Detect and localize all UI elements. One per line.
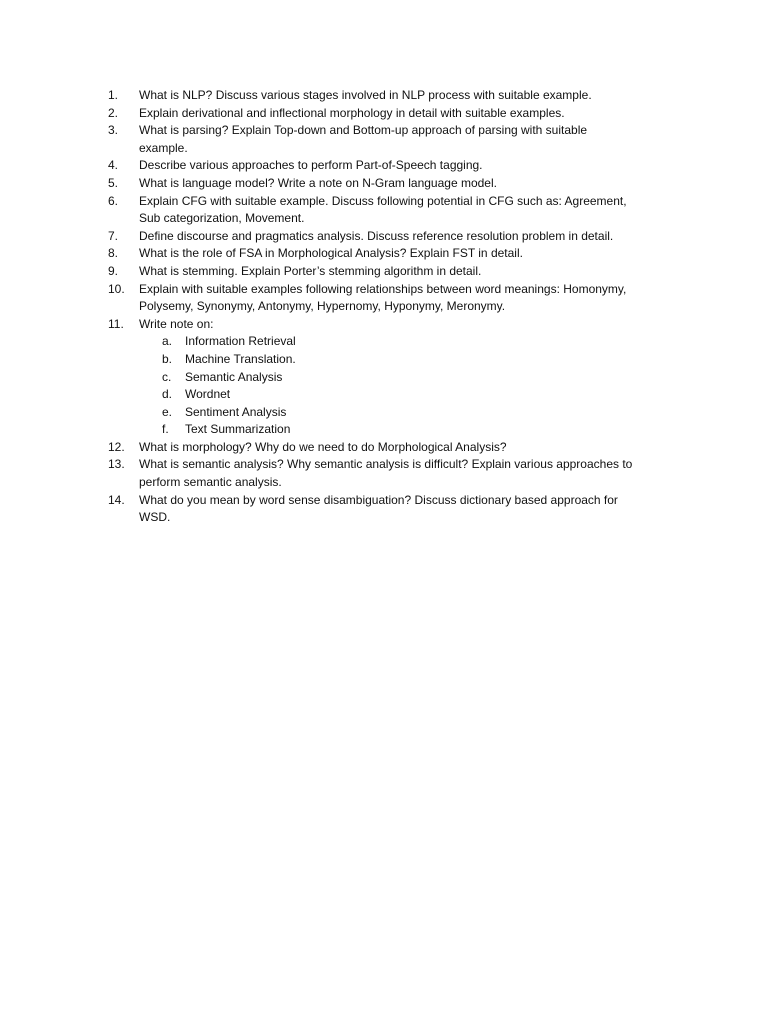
question-number: 3. [108, 123, 119, 138]
question-item [108, 492, 698, 527]
question-list [108, 87, 698, 527]
question-number: 2. [108, 105, 119, 120]
question-number: 10. [108, 281, 125, 296]
question-text: What is language model? Write a note on N-Gram language model. [139, 175, 497, 190]
question-item [108, 245, 698, 263]
question-item [108, 263, 698, 281]
sublist-item [162, 333, 698, 351]
question-number: 1. [108, 88, 119, 102]
sublist-item [162, 386, 698, 404]
question-item [108, 87, 698, 105]
sublist-text: Machine Translation. [185, 351, 296, 366]
sublist-text: Semantic Analysis [185, 369, 283, 384]
question-text: Describe various approaches to perform Part-of-Speech tagging. [139, 158, 483, 173]
question-text: Explain derivational and inflectional morphology in detail with suitable examples. [139, 105, 565, 120]
question-item [108, 105, 698, 123]
question-item [108, 281, 698, 316]
sublist-text: Sentiment Analysis [185, 404, 287, 419]
question-text: What is morphology? Why do we need to do Morphological Analysis? [139, 439, 507, 454]
sublist-item [162, 421, 698, 439]
question-text: What is the role of FSA in Morphological Analysis? Explain FST in detail. [139, 246, 523, 261]
sublist-text: Text Summarization [185, 422, 291, 437]
question-number: 9. [108, 263, 119, 278]
sublist-letter: e. [162, 404, 173, 419]
sublist-letter: f. [162, 422, 169, 437]
question-text: What is stemming. Explain Porter’s stemming algorithm in detail. [139, 263, 482, 278]
sublist-letter: a. [162, 334, 173, 349]
sublist-letter: b. [162, 351, 173, 366]
note-sublist [108, 333, 698, 439]
question-text: What do you mean by word sense disambiguation? Discuss dictionary based approach for WSD. [139, 492, 618, 525]
question-number: 5. [108, 175, 119, 190]
sublist-text: Wordnet [185, 387, 231, 402]
question-number: 13. [108, 457, 125, 472]
question-item [108, 175, 698, 193]
question-item [108, 456, 698, 491]
sublist-item [162, 369, 698, 387]
question-item [108, 157, 698, 175]
question-item [108, 316, 698, 334]
question-text: Explain CFG with suitable example. Discuss following potential in CFG such as: Agreement, Sub categorization, Movement. [139, 193, 627, 226]
question-item [108, 439, 698, 457]
question-text: What is NLP? Discuss various stages involved in NLP process with suitable example. [139, 88, 592, 102]
question-text: What is semantic analysis? Why semantic analysis is difficult? Explain various approaches to perform semantic analysis. [139, 457, 633, 490]
question-text: What is parsing? Explain Top-down and Bottom-up approach of parsing with suitable example. [139, 123, 588, 155]
question-number: 14. [108, 492, 125, 507]
question-text: Explain with suitable examples following relationships between word meanings: Homonymy, Polysemy, Synonymy, Antonymy, Hypernomy, Hyponymy, Meronymy. [139, 281, 627, 314]
question-item [108, 122, 698, 157]
sublist-letter: c. [162, 369, 172, 384]
question-number: 6. [108, 193, 119, 208]
question-number: 4. [108, 158, 119, 173]
sublist-item [162, 404, 698, 422]
question-text: Write note on: [139, 316, 214, 331]
question-item [108, 228, 698, 246]
sublist-item [162, 351, 698, 369]
question-number: 8. [108, 246, 119, 261]
question-text: Define discourse and pragmatics analysis. Discuss reference resolution problem in detail. [139, 228, 614, 243]
question-number: 11. [108, 316, 124, 331]
question-number: 12. [108, 439, 125, 454]
question-number: 7. [108, 228, 119, 243]
sublist-letter: d. [162, 387, 173, 402]
question-item [108, 193, 698, 228]
sublist-text: Information Retrieval [185, 334, 296, 349]
